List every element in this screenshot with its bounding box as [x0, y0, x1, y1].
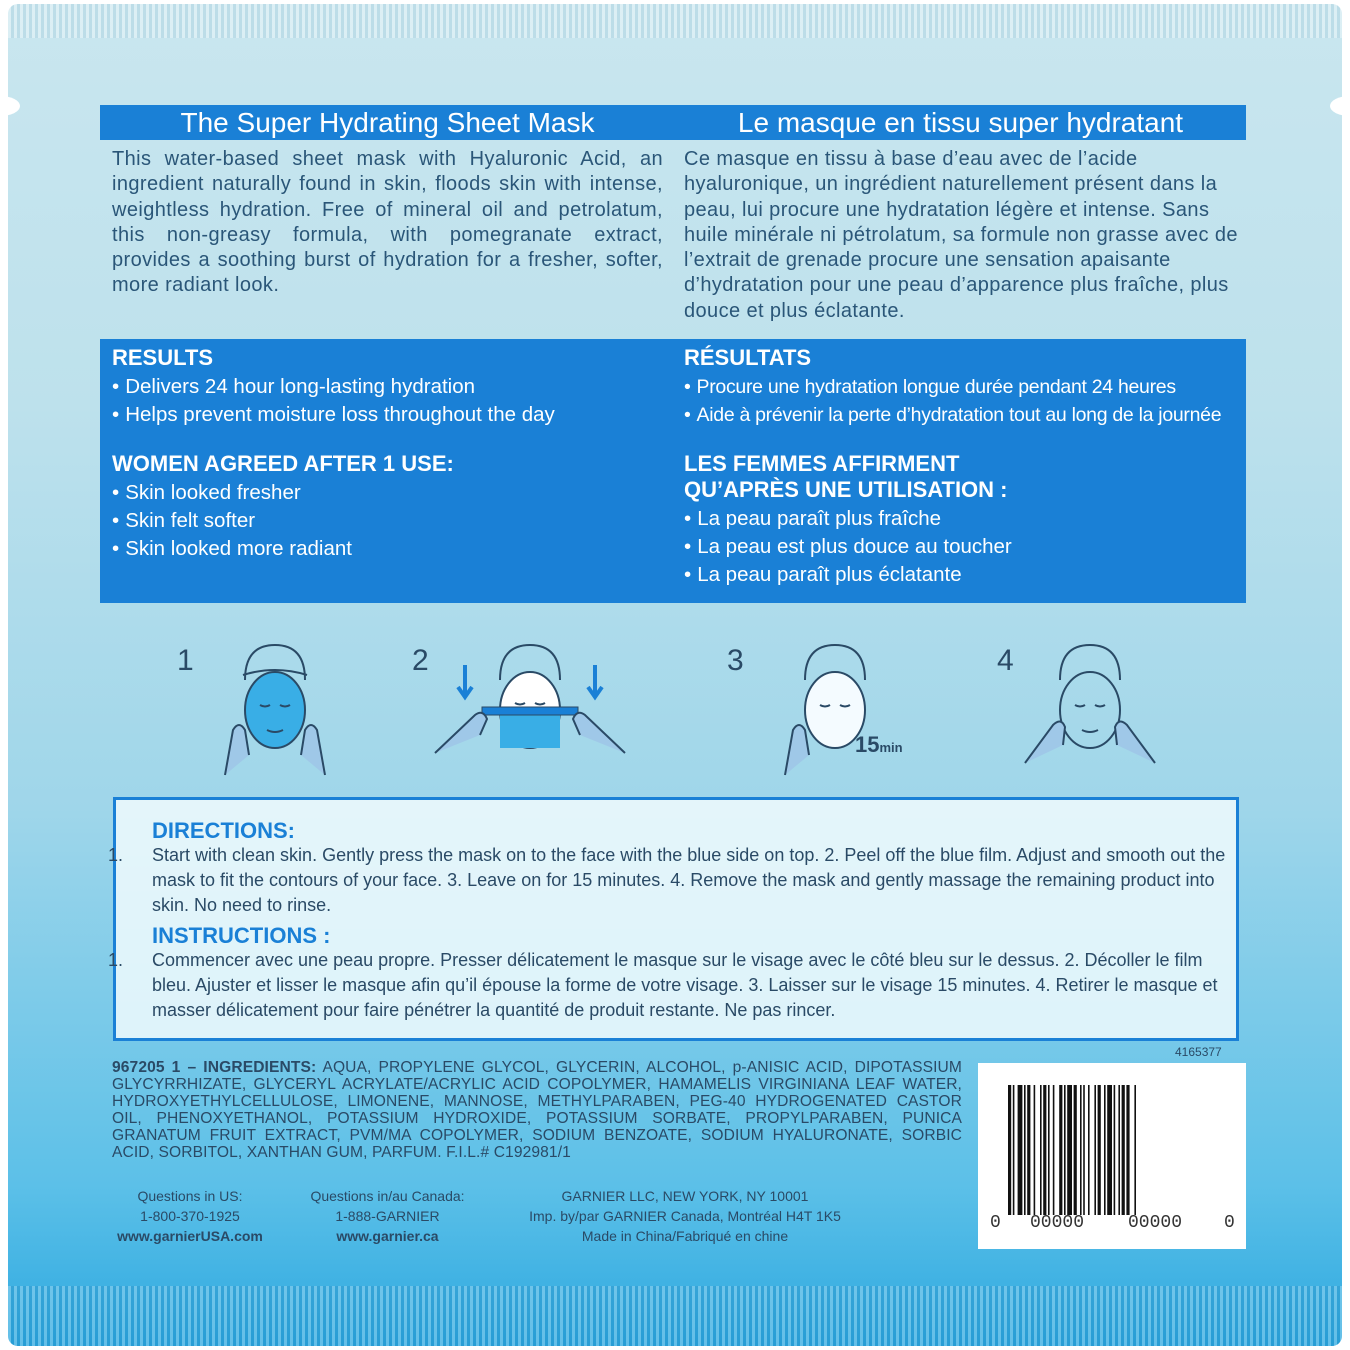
- massage-icon: [1015, 635, 1165, 780]
- title-english: The Super Hydrating Sheet Mask: [100, 105, 675, 140]
- wait-icon: [755, 635, 895, 780]
- company-address: GARNIER LLC, NEW YORK, NY 10001: [561, 1188, 809, 1204]
- barcode-bar: [1053, 1085, 1055, 1215]
- barcode-bar: [1088, 1085, 1090, 1215]
- results-english: [112, 345, 672, 577]
- list-item: • La peau est plus douce au toucher: [684, 533, 1244, 561]
- results-heading: RESULTS: [112, 345, 214, 370]
- barcode-digit-left: 0: [990, 1213, 1001, 1233]
- step-index: 1.: [108, 845, 124, 865]
- peel-film-icon: [430, 635, 630, 780]
- agreed-heading-line-1: LES FEMMES AFFIRMENT: [684, 451, 960, 476]
- barcode-bar: [1018, 1085, 1023, 1215]
- barcode-bar: [1083, 1085, 1085, 1215]
- timer-label: [855, 732, 903, 758]
- barcode-bar: [1043, 1085, 1046, 1215]
- ca-label: Questions in/au Canada:: [310, 1188, 465, 1204]
- title-french: Le masque en tissu super hydratant: [675, 105, 1246, 140]
- timer-value: 15: [855, 732, 880, 757]
- list-item: • Helps prevent moisture loss throughout the day: [112, 401, 672, 429]
- barcode-group-1: 00000: [1030, 1213, 1085, 1233]
- step-4: [995, 630, 1195, 780]
- instructions-body: Commencer avec une peau propre. Presser délicatement le masque sur le visage avec le côté bleu sur le dessus. 2. Décoller le film bleu. Ajuster et lisser le masque afin qu’il épouse la forme de votre visage. 3. Laisser sur le visage 15 minutes. 4. Retirer le masque et masser délicatement pour faire pénétrer la quantité de produit restante. Ne pas rincer.: [152, 950, 1218, 1020]
- top-seal: [8, 4, 1342, 38]
- agreed-heading: WOMEN AGREED AFTER 1 USE:: [112, 451, 454, 476]
- barcode-bar: [1027, 1085, 1030, 1215]
- barcode-bar: [1059, 1085, 1062, 1215]
- list-item: • Procure une hydratation longue durée pendant 24 heures: [684, 373, 1244, 401]
- barcode-bar: [1048, 1085, 1050, 1215]
- results-box: [100, 339, 1246, 603]
- contact-canada: [290, 1186, 485, 1246]
- ca-website: www.garnier.ca: [336, 1228, 439, 1244]
- barcode-bar: [1104, 1085, 1106, 1215]
- barcode-bar: [1107, 1085, 1112, 1215]
- agreed-list: [684, 505, 1244, 589]
- barcode-digit-right: 0: [1224, 1213, 1235, 1233]
- intro-french: Ce masque en tissu à base d’eau avec de l’acide hyaluronique, un ingrédient naturellement présent dans la peau, lui procure une hydratation légère et intense. Sans huile minérale ni pétrolatum, sa formule non grasse avec de l’extrait de grenade procure une sensation apaisante d’hydratation pour une peau d’apparence plus fraîche, plus douce et plus éclatante.: [684, 148, 1238, 322]
- step-number: 2: [412, 644, 429, 677]
- company-info: [500, 1186, 870, 1246]
- barcode: [978, 1063, 1246, 1249]
- agreed-list: [112, 479, 672, 563]
- instructions-heading: INSTRUCTIONS :: [152, 923, 331, 948]
- results-french: [684, 345, 1244, 603]
- barcode-bar: [1122, 1085, 1125, 1215]
- instructions-text: [108, 948, 1230, 1023]
- directions-box: [108, 797, 1239, 1041]
- directions-body: Start with clean skin. Gently press the mask on to the face with the blue side on top. 2. Peel off the blue film. Adjust and smooth out the mask to fit the contours of your face. 3. Leave on for 15 minutes. 4. Remove the mask and gently massage the remaining product into skin. No need to rinse.: [152, 845, 1226, 915]
- step-1: [175, 630, 375, 780]
- us-website: www.garnierUSA.com: [117, 1228, 263, 1244]
- timer-unit: min: [879, 740, 903, 755]
- barcode-bar: [1034, 1085, 1036, 1215]
- barcode-bar: [1126, 1085, 1129, 1215]
- barcode-bar: [1118, 1085, 1120, 1215]
- barcode-bar: [1067, 1085, 1072, 1215]
- list-item: • Aide à prévenir la perte d’hydratation tout au long de la journée: [684, 401, 1244, 429]
- barcode-bars: [1008, 1085, 1218, 1215]
- contact-us: [100, 1186, 280, 1246]
- intro-english: This water-based sheet mask with Hyaluronic Acid, an ingredient naturally found in skin, floods skin with intense, weightless hydration. Free of mineral oil and petrolatum, this non-greasy formula, with pomegranate extract, provides a soothing burst of hydration for a fresher, softer, more radiant look.: [112, 148, 663, 297]
- step-3: [725, 630, 925, 780]
- us-phone: 1-800-370-1925: [140, 1208, 240, 1224]
- barcode-bar: [1008, 1085, 1011, 1215]
- bottom-seal: [8, 1286, 1342, 1346]
- barcode-bar: [1094, 1085, 1096, 1215]
- directions-text: [108, 843, 1230, 918]
- directions-heading: DIRECTIONS:: [152, 818, 295, 843]
- list-item: • Delivers 24 hour long-lasting hydration: [112, 373, 672, 401]
- list-item: • Skin felt softer: [112, 507, 672, 535]
- barcode-bar: [1074, 1085, 1077, 1215]
- list-item: • La peau paraît plus fraîche: [684, 505, 1244, 533]
- step-number: 4: [997, 644, 1014, 677]
- barcode-bar: [1024, 1085, 1026, 1215]
- importer: Imp. by/par GARNIER Canada, Montréal H4T 1K5: [529, 1208, 841, 1224]
- agreed-heading-line-2: QU’APRÈS UNE UTILISATION :: [684, 477, 1008, 502]
- step-index: 1.: [108, 950, 124, 970]
- list-item: • Skin looked fresher: [112, 479, 672, 507]
- step-number: 1: [177, 644, 194, 677]
- barcode-bar: [1114, 1085, 1116, 1215]
- ingredients-label: 967205 1 – INGREDIENTS:: [112, 1059, 317, 1076]
- list-item: • La peau paraît plus éclatante: [684, 561, 1244, 589]
- us-label: Questions in US:: [137, 1188, 243, 1204]
- barcode-bar: [1080, 1085, 1082, 1215]
- ingredients-text: AQUA, PROPYLENE GLYCOL, GLYCERIN, ALCOHOL, p-ANISIC ACID, DIPOTASSIUM GLYCYRRHIZATE, GLYCERYL ACRYLATE/ACRYLIC ACID COPOLYMER, HAMAMELIS VIRGINIANA LEAF WATER, HYDROXYETHYLCELLULOSE, LIMONENE, MANNOSE, METHYLPARABEN, PEG-40 HYDROGENATED CASTOR OIL, PHENOXYETHANOL, POTASSIUM HYDROXIDE, POTASSIUM SORBATE, PROPYLPARABEN, PUNICA GRANATUM FRUIT EXTRACT, PVM/MA COPOLYMER, SODIUM BENZOATE, SODIUM HYALURONATE, SORBIC ACID, SORBITOL, XANTHAN GUM, PARFUM. F.I.L.# C192981/1: [112, 1059, 962, 1161]
- list-item: • Skin looked more radiant: [112, 535, 672, 563]
- step-number: 3: [727, 644, 744, 677]
- barcode-bar: [1064, 1085, 1066, 1215]
- step-2: [410, 630, 610, 780]
- results-list: [684, 373, 1244, 429]
- apply-mask-icon: [205, 635, 345, 780]
- product-code: 4165377: [1175, 1045, 1222, 1059]
- barcode-bar: [1040, 1085, 1042, 1215]
- results-list: [112, 373, 672, 429]
- results-heading: RÉSULTATS: [684, 345, 812, 370]
- barcode-bar: [1013, 1085, 1015, 1215]
- barcode-bar: [1134, 1085, 1136, 1215]
- country-of-origin: Made in China/Fabriqué en chine: [581, 1228, 789, 1244]
- barcode-group-2: 00000: [1128, 1213, 1183, 1233]
- barcode-bar: [1098, 1085, 1101, 1215]
- ca-phone: 1-888-GARNIER: [335, 1208, 440, 1224]
- ingredients-list: [112, 1059, 962, 1161]
